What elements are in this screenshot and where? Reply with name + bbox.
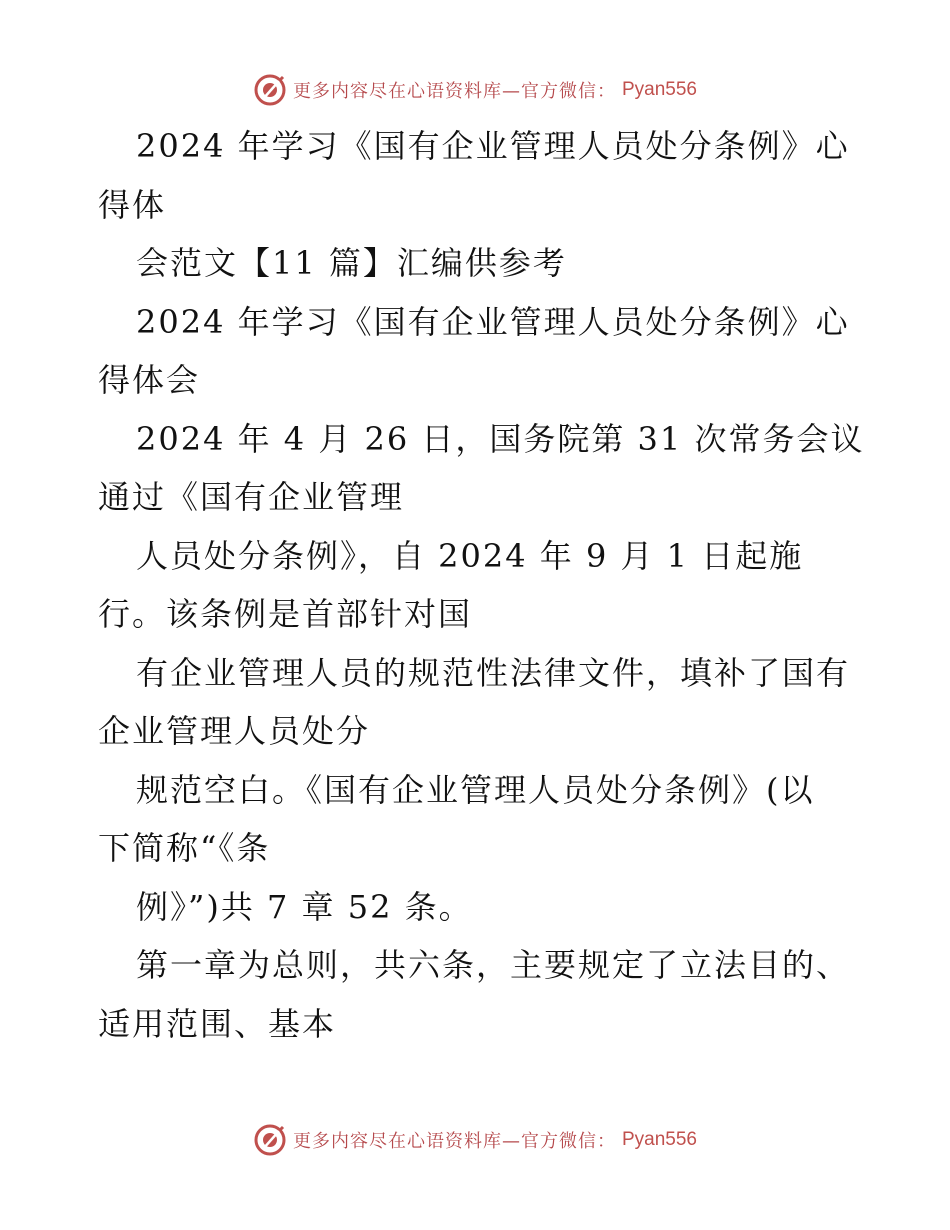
footer-wechat-id: Pyan556 (621, 1129, 697, 1150)
paragraph-line: 行。该条例是首部针对国 (98, 595, 473, 633)
seal-logo-icon (253, 73, 287, 107)
section-heading-line-2: 得体会 (98, 361, 201, 399)
paragraph-line: 适用范围、基本 (98, 1004, 337, 1043)
title-line-1: 2024 年学习《国有企业管理人员处分条例》心 (136, 127, 850, 165)
footer-banner-text: 更多内容尽在心语资料库—官方微信： (292, 1131, 616, 1152)
seal-logo-icon (253, 1123, 287, 1157)
title-line-2: 得体 (98, 185, 167, 224)
subtitle-line: 会范文【11 篇】汇编供参考 (136, 244, 567, 282)
paragraph-line: 例》”)共 7 章 52 条。 (136, 887, 473, 926)
footer-banner (0, 1120, 950, 1160)
paragraph-line: 通过《国有企业管理 (98, 478, 405, 516)
paragraph-line: 2024 年 4 月 26 日，国务院第 31 次常务会议 (136, 419, 865, 458)
header-wechat-id: Pyan556 (621, 79, 697, 100)
paragraph-line: 有企业管理人员的规范性法律文件，填补了国有 (136, 653, 851, 692)
paragraph-line: 企业管理人员处分 (98, 712, 371, 750)
paragraph-line: 第一章为总则，共六条，主要规定了立法目的、 (136, 946, 851, 984)
paragraph-line: 规范空白。《国有企业管理人员处分条例》(以 (136, 770, 815, 809)
header-banner-text: 更多内容尽在心语资料库—官方微信： (292, 81, 616, 102)
header-banner (0, 70, 950, 110)
paragraph-line: 下简称“《条 (98, 829, 271, 867)
document-body (98, 117, 865, 1053)
section-heading-line-1: 2024 年学习《国有企业管理人员处分条例》心 (136, 302, 850, 341)
paragraph-line: 人员处分条例》，自 2024 年 9 月 1 日起施 (136, 536, 804, 575)
